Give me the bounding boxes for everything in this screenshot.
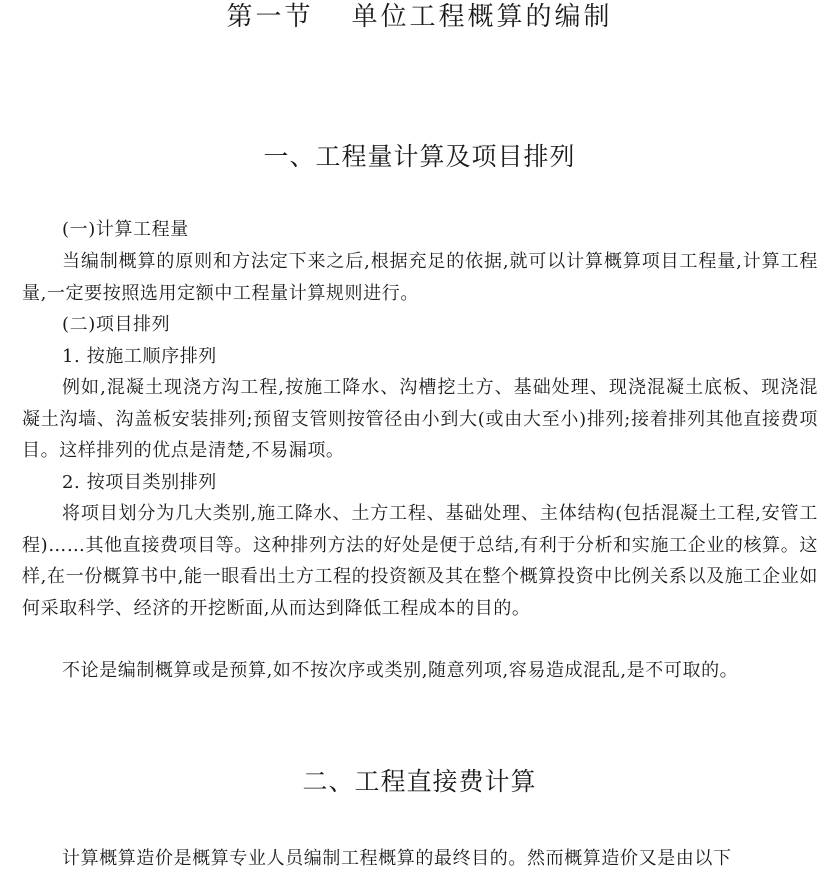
item1-paragraph: 例如,混凝土现浇方沟工程,按施工降水、沟槽挖土方、基础处理、现浇混凝土底板、现浇混凝土沟墙、沟盖板安装排列;预留支管则按管径由小到大(或由大至小)排列;接着排列其他直接费项目。这样排列的优点是清楚,不易漏项。 [22, 377, 818, 461]
part2-paragraph: 计算概算造价是概算专业人员编制工程概算的最终目的。然而概算造价又是由以下 [62, 848, 732, 869]
section-title-text: 单位工程概算的编制 [351, 2, 613, 32]
item2-paragraph: 将项目划分为几大类别,施工降水、土方工程、基础处理、主体结构(包括混凝土工程,安管工程)……其他直接费项目等。这种排列方法的好处是便于总结,有利于分析和实施工企业的核算。这样,在一份概算书中,能一眼看出土方工程的投资额及其在整个概算投资中比例关系以及施工企业如何采取科学、经济的开挖断面,从而达到降低工程成本的目的。 [22, 503, 818, 619]
part1-heading: 一、工程量计算及项目排列 [263, 142, 576, 171]
item2-label: 2. 按项目类别排列 [62, 472, 217, 493]
section-title [0, 0, 839, 34]
item1-label: 1. 按施工顺序排列 [62, 346, 217, 367]
section-number: 第一节 [226, 2, 314, 32]
sub1-label: (一)计算工程量 [62, 219, 189, 240]
sub1-paragraph: 当编制概算的原则和方法定下来之后,根据充足的依据,就可以计算概算项目工程量,计算工程量,一定要按照选用定额中工程量计算规则进行。 [22, 251, 818, 304]
sub2-label: (二)项目排列 [62, 314, 171, 335]
closing-paragraph: 不论是编制概算或是预算,如不按次序或类别,随意列项,容易造成混乱,是不可取的。 [62, 660, 739, 681]
part2-heading: 二、工程直接费计算 [302, 767, 537, 796]
